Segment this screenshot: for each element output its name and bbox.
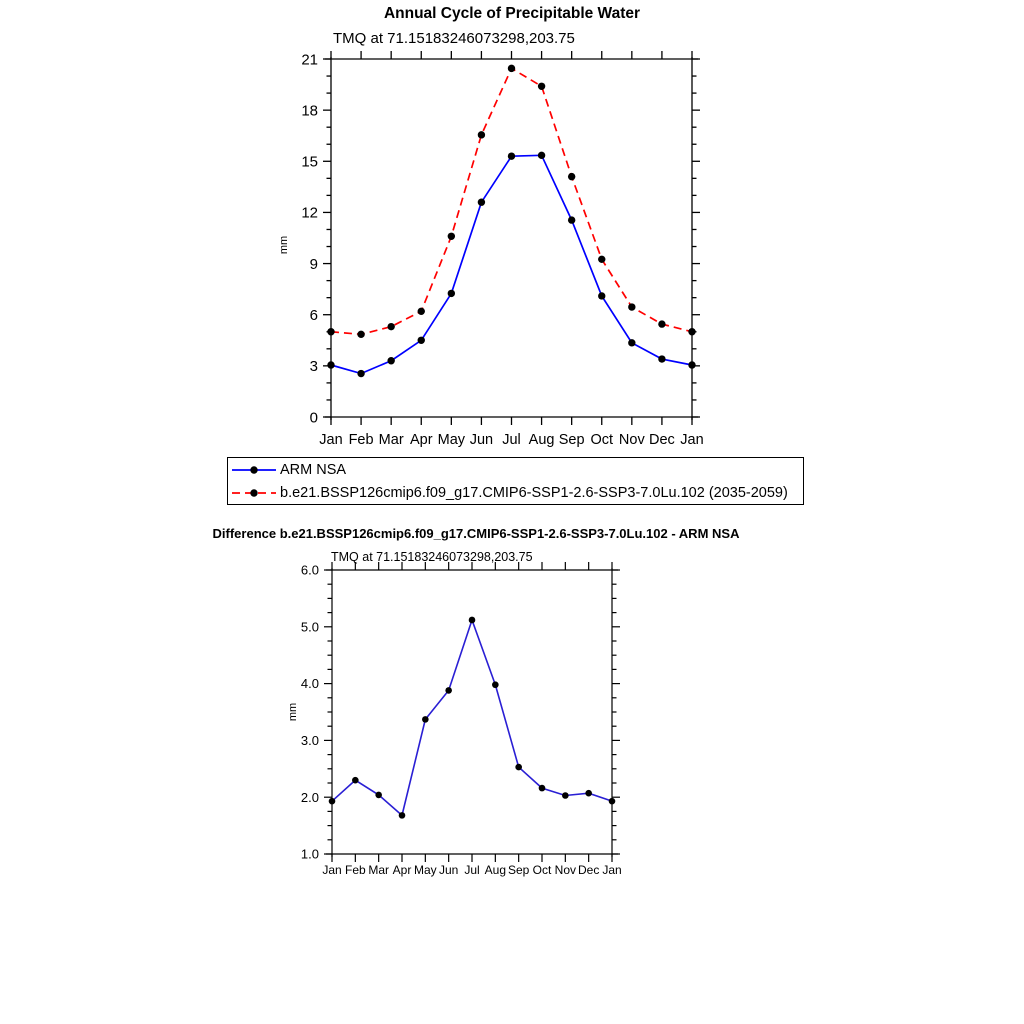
data-point-marker (609, 798, 616, 805)
data-point-marker (327, 328, 334, 335)
data-point-marker (658, 355, 665, 362)
data-point-marker (448, 290, 455, 297)
x-tick-label: Jan (602, 863, 622, 877)
data-point-marker (422, 716, 429, 723)
x-tick-label: Dec (649, 432, 675, 448)
x-tick-label: Aug (528, 432, 555, 448)
x-tick-label: May (437, 432, 466, 448)
x-tick-label: Nov (554, 863, 577, 877)
data-point-marker (539, 785, 546, 792)
x-tick-label: Oct (532, 863, 552, 877)
y-tick-label: 21 (301, 51, 318, 69)
data-point-marker (357, 331, 364, 338)
x-tick-label: Feb (348, 432, 374, 448)
legend-sample-marker-icon (250, 489, 257, 496)
x-tick-label: Apr (409, 432, 433, 448)
data-point-marker (598, 292, 605, 299)
x-tick-label: May (413, 863, 437, 877)
data-point-marker (688, 328, 695, 335)
x-tick-label: Jan (319, 432, 343, 448)
data-point-marker (688, 361, 695, 368)
data-point-marker (538, 83, 545, 90)
data-point-marker (508, 152, 515, 159)
y-tick-label: 6.0 (300, 562, 319, 578)
data-point-marker (492, 681, 499, 688)
legend-label: ARM NSA (280, 461, 347, 478)
legend-line-sample-dashed (231, 487, 277, 499)
x-tick-label: Jun (438, 863, 459, 877)
x-tick-label: Jul (464, 863, 480, 877)
data-point-marker (585, 790, 592, 797)
data-point-marker (508, 65, 515, 72)
series-line (331, 155, 692, 373)
data-point-marker (448, 233, 455, 240)
bottom-chart-y-axis-label: mm (287, 702, 299, 722)
x-tick-label: Mar (368, 863, 390, 877)
data-point-marker (352, 777, 359, 784)
legend-sample-marker-icon (250, 466, 257, 473)
y-tick-label: 18 (301, 102, 318, 120)
data-point-marker (399, 812, 406, 819)
x-tick-label: Dec (577, 863, 600, 877)
series-line (331, 68, 692, 334)
x-tick-label: Mar (378, 432, 404, 448)
y-tick-label: 0 (309, 409, 318, 427)
x-tick-label: Jan (680, 432, 704, 448)
x-tick-label: Oct (590, 432, 614, 448)
y-tick-label: 2.0 (300, 789, 319, 805)
data-point-marker (478, 199, 485, 206)
bottom-chart-subtitle: TMQ at 71.15183246073298,203.75 (331, 550, 533, 564)
series-line (332, 620, 612, 815)
x-tick-label: Nov (618, 432, 645, 448)
x-tick-label: Jul (502, 432, 521, 448)
data-point-marker (568, 216, 575, 223)
x-tick-label: Jun (469, 432, 494, 448)
data-point-marker (387, 323, 394, 330)
y-tick-label: 3 (309, 358, 318, 376)
data-point-marker (628, 303, 635, 310)
data-point-marker (445, 687, 452, 694)
data-point-marker (598, 256, 605, 263)
x-tick-label: Sep (558, 432, 585, 448)
y-tick-label: 4.0 (300, 676, 319, 692)
y-tick-label: 1.0 (300, 846, 319, 862)
x-tick-label: Jan (322, 863, 342, 877)
top-chart (301, 51, 703, 448)
data-point-marker (418, 308, 425, 315)
data-point-marker (562, 792, 569, 799)
legend-item-model-run (228, 481, 803, 504)
y-tick-label: 12 (301, 204, 318, 222)
y-tick-label: 15 (301, 153, 318, 171)
bottom-chart-title: Difference b.e21.BSSP126cmip6.f09_g17.CMIP6-SSP1-2.6-SSP3-7.0Lu.102 - ARM NSA (212, 526, 740, 541)
x-tick-label: Aug (484, 863, 507, 877)
data-point-marker (327, 361, 334, 368)
x-tick-label: Feb (344, 863, 366, 877)
y-tick-label: 6 (309, 306, 318, 324)
data-point-marker (568, 173, 575, 180)
legend-item-arm-nsa (228, 458, 803, 481)
data-point-marker (469, 617, 476, 624)
y-tick-label: 9 (309, 255, 318, 273)
data-point-marker (329, 798, 336, 805)
data-point-marker (538, 152, 545, 159)
data-point-marker (515, 764, 522, 771)
data-point-marker (628, 339, 635, 346)
data-point-marker (387, 357, 394, 364)
x-tick-label: Apr (392, 863, 412, 877)
data-point-marker (658, 320, 665, 327)
y-tick-label: 3.0 (300, 732, 319, 748)
data-point-marker (375, 792, 382, 799)
legend-line-sample-solid (231, 464, 277, 476)
legend-box (227, 457, 804, 505)
data-point-marker (357, 370, 364, 377)
y-tick-label: 5.0 (300, 619, 319, 635)
top-chart-subtitle: TMQ at 71.15183246073298,203.75 (333, 30, 575, 47)
data-point-marker (478, 131, 485, 138)
data-point-marker (418, 337, 425, 344)
legend-label: b.e21.BSSP126cmip6.f09_g17.CMIP6-SSP1-2.6-SSP3-7.0Lu.102 (2035-2059) (280, 484, 788, 501)
bottom-chart (301, 562, 622, 877)
top-chart-title: Annual Cycle of Precipitable Water (383, 5, 641, 22)
x-tick-label: Sep (507, 863, 530, 877)
top-chart-y-axis-label: mm (278, 235, 290, 255)
